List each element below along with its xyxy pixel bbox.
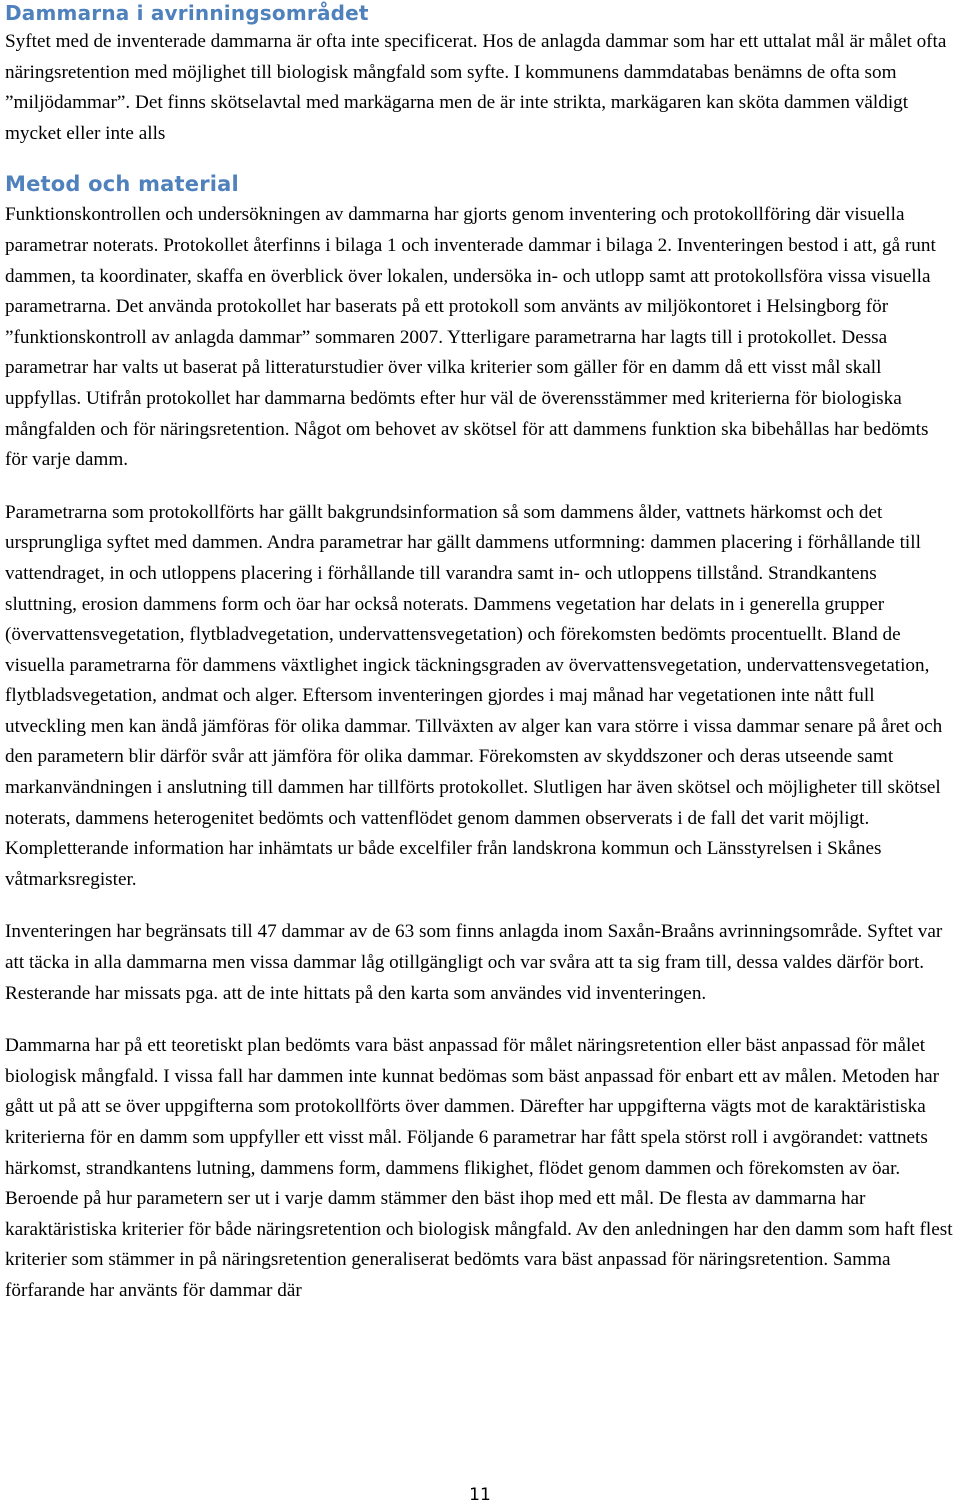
section-heading-dammarna: Dammarna i avrinningsområdet	[5, 1, 369, 25]
paragraph-dammarna-bedomts: Dammarna har på ett teoretiskt plan bedömts vara bäst anpassad för målet näringsretention eller bäst anpassad för målet biologisk mångfald. I vissa fall har dammen inte kunnat bedömas som bäst anpassad för enbart ett av målen. Metoden har gått ut på att se över uppgifterna som protokollförts över dammen. Därefter har uppgifterna vägts mot de karaktäristiska kriterierna för en damm som uppfyller ett visst mål. Följande 6 parametrar har fått spela störst roll i avgörandet: vattnets härkomst, strandkantens lutning, dammens form, dammens flikighet, flödet genom dammen och förekomsten av öar. Beroende på hur parametern ser ut i varje damm stämmer den bäst ihop med ett mål. De flesta av dammarna har karaktäristiska kriterier för både näringsretention och biologisk mångfald. Av den anledningen har den damm som haft flest kriterier som stämmer in på näringsretention generaliserat bedömts vara bäst anpassad för näringsretention. Samma förfarande har använts för dammar där	[5, 1035, 953, 1301]
paragraph-syftet: Syftet med de inventerade dammarna är ofta inte specificerat. Hos de anlagda dammar som har ett uttalat mål är målet ofta näringsretention med möjlighet till biologisk mångfald som syfte. I kommunens dammdatabas benämns de ofta som ”miljödammar”. Det finns skötselavtal med markägarna men de är inte strikta, markägaren kan sköta dammen väldigt mycket eller inte alls	[5, 31, 947, 144]
page-number: 11	[469, 1485, 491, 1505]
paragraph-inventeringen: Inventeringen har begränsats till 47 dammar av de 63 som finns anlagda inom Saxån-Braåns avrinningsområde. Syftet var att täcka in alla dammarna men vissa dammar låg otillgängligt och var svåra att ta sig fram till, dessa valdes därför bort. Resterande har missats pga. att de inte hittats på den karta som användes vid inventeringen.	[5, 921, 943, 1004]
section-heading-metod: Metod och material	[5, 172, 239, 197]
document-page	[5, 0, 953, 1307]
paragraph-parametrarna: Parametrarna som protokollförts har gällt bakgrundsinformation så som dammens ålder, vattnets härkomst och det ursprungliga syftet med dammen. Andra parametrar har gällt dammens utformning: dammen placering i förhållande till vattendraget, in och utloppens placering i förhållande till varandra samt in- och utloppens tillstånd. Strandkantens sluttning, erosion dammens form och öar har också noterats. Dammens vegetation har delats in i generella grupper (övervattensvegetation, flytbladvegetation, undervattensvegetation) och förekomsten bedömts procentuellt. Bland de visuella parametrarna för dammens växtlighet ingick täckningsgraden av övervattensvegetation, undervattensvegetation, flytbladsvegetation, andmat och alger. Eftersom inventeringen gjordes i maj månad har vegetationen inte nått full utveckling men kan ändå jämföras för olika dammar. Tillväxten av alger kan vara större i vissa dammar senare på året och den parametern blir därför svår att jämföra för olika dammar. Förekomsten av skyddszoner och deras utseende samt markanvändningen i anslutning till dammen har tillförts protokollet. Slutligen har även skötsel och möjligheter till skötsel noterats, dammens heterogenitet bedömts och vattenflödet genom dammen observerats i de fall det varit möjligt. Kompletterande information har inhämtats ur både excelfiler från landskrona kommun och Länsstyrelsen i Skånes våtmarksregister.	[5, 501, 943, 890]
paragraph-funktionskontrollen: Funktionskontrollen och undersökningen av dammarna har gjorts genom inventering och protokollföring där visuella parametrar noterats. Protokollet återfinns i bilaga 1 och inventerade dammar i bilaga 2. Inventeringen bestod i att, gå runt dammen, ta koordinater, skaffa en överblick över lokalen, undersöka in- och utlopp samt att protokollsföra vissa visuella parametrarna. Det använda protokollet har baserats på ett protokoll som använts av miljökontoret i Helsingborg för ”funktionskontroll av anlagda dammar” sommaren 2007. Ytterligare parametrarna har lagts till i protokollet. Dessa parametrar har valts ut baserat på litteraturstudier över vilka kriterier som gäller för en damm då ett visst mål skall uppfyllas. Utifrån protokollet har dammarna bedömts efter hur väl de överensstämmer med kriterierna för biologiska mångfalden och för näringsretention. Något om behovet av skötsel för att dammens funktion ska bibehållas har bedömts för varje damm.	[5, 204, 936, 471]
